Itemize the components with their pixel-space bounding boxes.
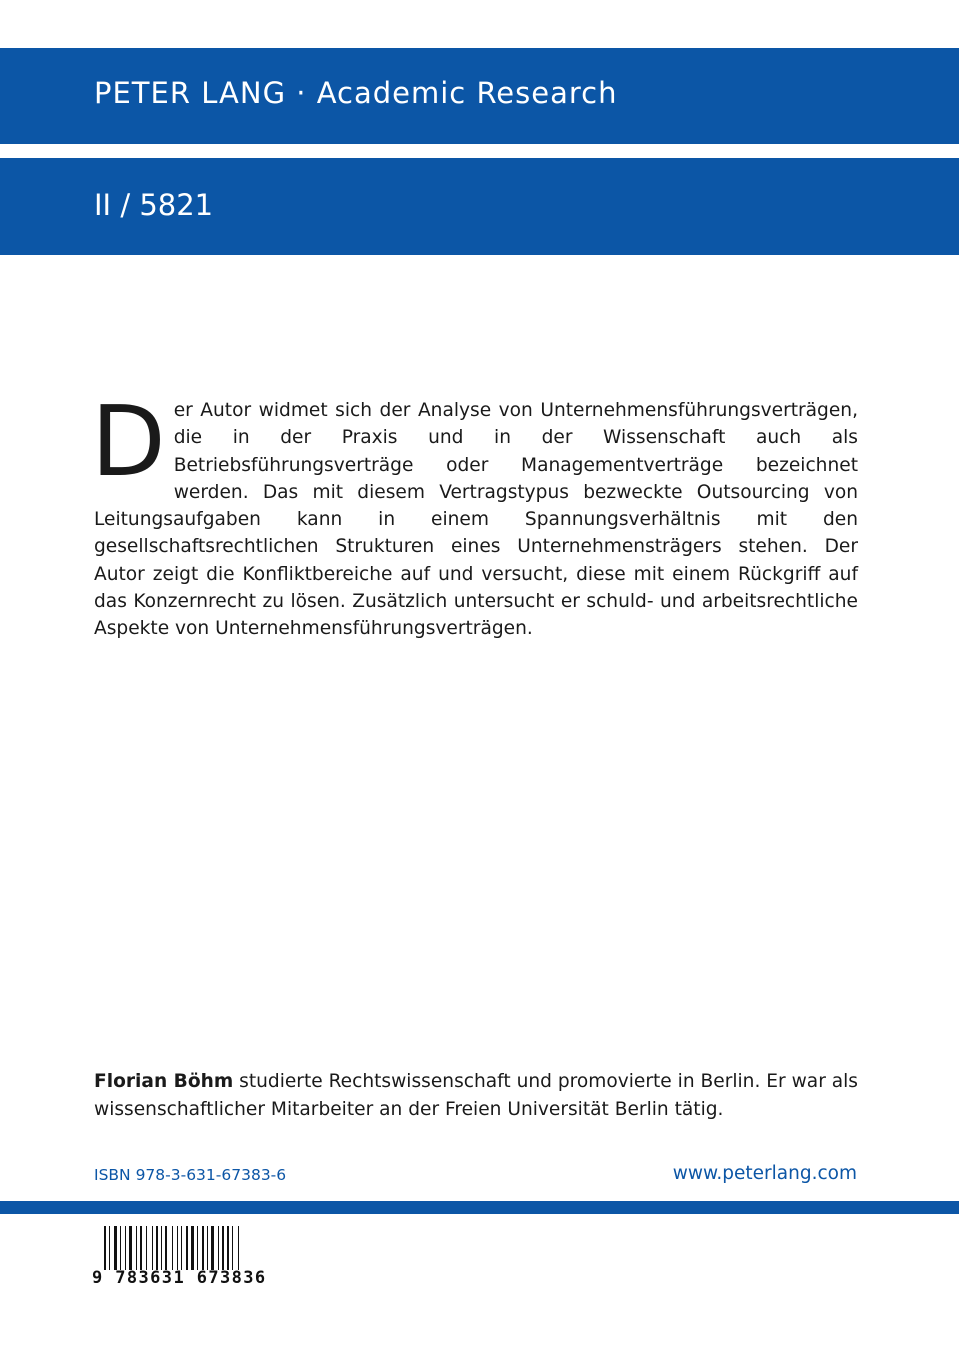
publisher-website: www.peterlang.com: [672, 1163, 857, 1184]
barcode-digits: 9 783631 673836: [92, 1268, 267, 1288]
barcode-bar: [186, 1226, 188, 1270]
barcode-bar: [152, 1226, 153, 1270]
barcode-bar: [172, 1226, 173, 1270]
barcode-bar: [227, 1226, 229, 1270]
barcode-bars: [92, 1226, 290, 1270]
barcode-bar: [114, 1226, 117, 1270]
barcode-bar: [202, 1226, 204, 1270]
barcode-bar: [181, 1226, 182, 1270]
barcode-bar: [125, 1226, 126, 1270]
barcode-bar: [161, 1226, 162, 1270]
isbn-label: ISBN 978-3-631-67383-6: [94, 1166, 287, 1184]
volume-number: II / 5821: [94, 188, 214, 222]
series-header-band: [0, 48, 959, 144]
author-bio: [94, 1068, 874, 1124]
footer-band: [0, 1201, 959, 1214]
abstract-text: er Autor widmet sich der Analyse von Unternehmensführungsverträgen, die in der Praxis und in der Wissenschaft auch als Betriebsführungsverträge oder Managementverträge bezeichnet werden. Das mit diesem Vertragstypus bezweckte Outsourcing von Leitungsaufgaben kann in einem Spannungsverhältnis mit den gesellschaftsrechtlichen Strukturen eines Unternehmensträgers stehen. Der Autor zeigt die Konfliktbereiche auf und versucht, diese mit einem Rückgriff auf das Konzernrecht zu lösen. Zusätzlich untersucht er schuld- und arbeitsrechtliche Aspekte von Unternehmensführungsverträgen.: [94, 400, 858, 640]
barcode-bar: [177, 1226, 178, 1270]
barcode-bar: [238, 1226, 239, 1270]
barcode-bar: [232, 1226, 233, 1270]
barcode: [92, 1226, 290, 1290]
header-separator: [0, 144, 959, 158]
author-name: Florian Böhm: [94, 1071, 234, 1092]
barcode-bar: [109, 1226, 110, 1270]
barcode-bar: [156, 1226, 158, 1270]
volume-band: [0, 158, 959, 255]
author-bio-text: studierte Rechtswissenschaft und promovierte in Berlin. Er war als wissenschaftlicher Mitarbeiter an der Freien Universität Berlin tätig.: [94, 1071, 858, 1120]
abstract-paragraph: [91, 385, 858, 643]
barcode-bar: [146, 1226, 147, 1270]
barcode-bar: [104, 1226, 106, 1270]
barcode-bar: [207, 1226, 208, 1270]
barcode-bar: [140, 1226, 142, 1270]
barcode-bar: [120, 1226, 121, 1270]
barcode-bar: [211, 1226, 214, 1270]
barcode-bar: [191, 1226, 194, 1270]
barcode-bar: [136, 1226, 137, 1270]
barcode-bar: [218, 1226, 219, 1270]
barcode-bar: [129, 1226, 132, 1270]
barcode-bar: [222, 1226, 224, 1270]
dropcap-letter: D: [91, 385, 166, 498]
series-title: PETER LANG · Academic Research: [94, 76, 618, 110]
barcode-bar: [165, 1226, 167, 1270]
barcode-bar: [197, 1226, 198, 1270]
